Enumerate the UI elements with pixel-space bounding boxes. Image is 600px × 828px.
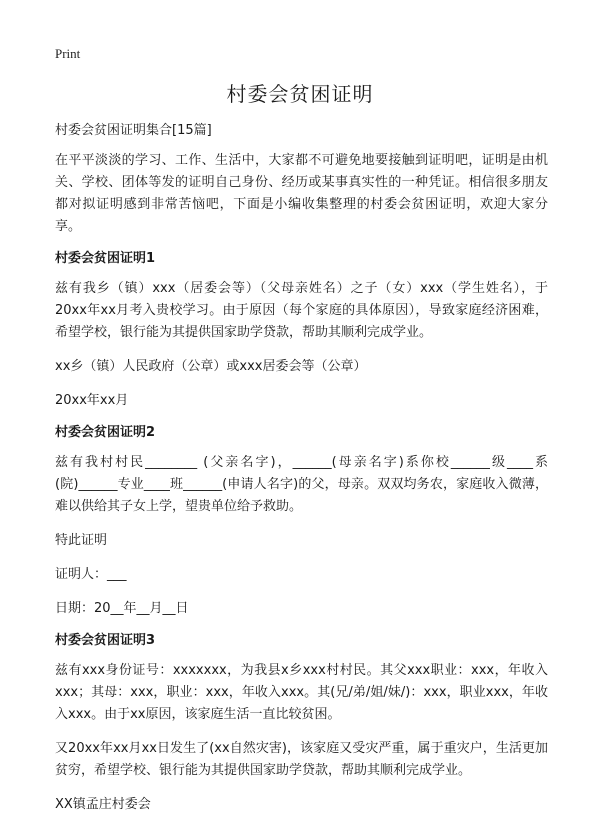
section-heading-2: 村委会贫困证明2 [55,425,156,440]
section3-body-2: 又20xx年xx月xx日发生了(xx自然灾害)，该家庭又受灾严重，属于重灾户，生活更加贫穷，希望学校、银行能为其提供国家助学贷款，帮助其顺利完成学业。 [55,741,548,778]
section1-body: 兹有我乡（镇）xxx（居委会等）（父母亲姓名）之子（女）xxx（学生姓名），于20xx年xx月考入贵校学习。由于原因（每个家庭的具体原因），导致家庭经济困难，希望学校，银行能为其提供国家助学贷款，帮助其顺利完成学业。 [55,281,548,340]
page-title: 村委会贫困证明 [226,82,374,106]
section2-body: 兹有我村村民________ (父亲名字)，______(母亲名字)系你校______级____系(院)______专业____班______(申请人名字)的父，母亲。双双均务农，家庭收入微薄，难以供给其子女上学，望贵单位给予救助。 [55,455,548,514]
section3-body-1: 兹有xxx身份证号：xxxxxxx，为我县x乡xxx村村民。其父xxx职业：xxx，年收入xxx；其母：xxx，职业：xxx，年收入xxx。其(兄/弟/姐/妹/)：xxx，职业xxx，年收入xxx。由于xx原因，该家庭生活一直比较贫困。 [55,663,548,722]
document-body [55,120,548,816]
intro-paragraph: 在平平淡淡的学习、工作、生活中，大家都不可避免地要接触到证明吧，证明是由机关、学校、团体等发的证明自己身份、经历或某事真实性的一种凭证。相信很多朋友都对拟证明感到非常苦恼吧，下面是小编收集整理的村委会贫困证明，欢迎大家分享。 [55,153,548,234]
section2-special: 特此证明 [55,533,108,548]
section1-signature: xx乡（镇）人民政府（公章）或xxx居委会等（公章） [55,359,367,374]
section2-certifier: 证明人：___ [55,567,127,582]
section-heading-3: 村委会贫困证明3 [55,633,156,648]
section2-date: 日期：20__年__月__日 [55,601,189,616]
section1-date: 20xx年xx月 [55,393,129,408]
section-heading-1: 村委会贫困证明1 [55,251,156,266]
doc-subtitle: 村委会贫困证明集合[15篇] [55,123,212,138]
section3-signature: XX镇孟庄村委会 [55,797,151,812]
print-link[interactable]: Print [55,46,81,61]
